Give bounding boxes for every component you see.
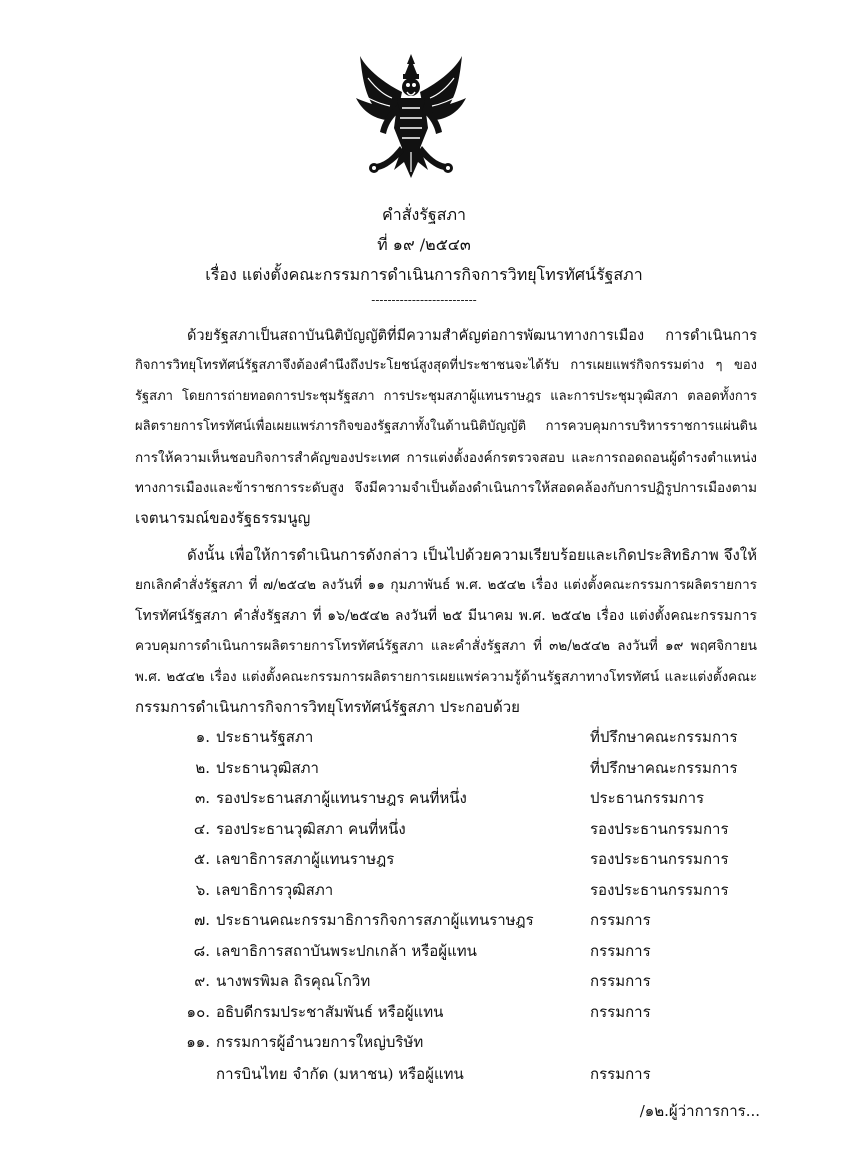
member-number: ๙. (194, 972, 210, 990)
order-title: คำสั่งรัฐสภา (382, 205, 466, 224)
member-role: กรรมการ (590, 972, 651, 990)
member-number: ๘. (193, 941, 210, 960)
member-role: กรรมการ (590, 941, 651, 960)
paragraph-line: การให้ความเห็นชอบกิจการสำคัญของประเทศ การแต่งตั้งองค์กรตรวจสอบ และการถอดถอนผู้ดำรงตำแหน่ง (135, 449, 757, 466)
member-row (0, 997, 848, 1027)
member-position: เลขาธิการวุฒิสภา (216, 880, 334, 899)
member-row (0, 783, 848, 813)
member-row (0, 1059, 848, 1089)
paragraph-line: เจตนารมณ์ของรัฐธรรมนูญ (135, 509, 311, 528)
divider-rule: -------------------------- (371, 293, 477, 307)
member-role: รองประธานกรรมการ (590, 880, 729, 899)
page-continuation: /๑๒.ผู้ว่าการการ... (639, 1102, 760, 1120)
member-position: นางพรพิมล ถิรคุณโกวิท (216, 972, 371, 990)
paragraph-line: ดังนั้น เพื่อให้การดำเนินการดังกล่าว เป็นไปด้วยความเรียบร้อยและเกิดประสิทธิภาพ จึงให้ (187, 546, 757, 564)
member-row (0, 936, 848, 966)
member-role: ที่ปรึกษาคณะกรรมการ (590, 728, 738, 746)
member-number: ๗. (193, 911, 210, 929)
paragraph-line: ด้วยรัฐสภาเป็นสถาบันนิติบัญญัติที่มีความสำคัญต่อการพัฒนาทางการเมือง การดำเนินการ (187, 328, 757, 344)
paragraph-line: ทางการเมืองและข้าราชการระดับสูง จึงมีความจำเป็นต้องดำเนินการให้สอดคล้องกับการปฏิรูปการเมืองตาม (135, 479, 757, 496)
member-number: ๒. (195, 758, 210, 777)
member-row (0, 966, 848, 996)
member-position: ประธานรัฐสภา (216, 728, 314, 746)
member-row (0, 1027, 848, 1057)
member-number: ๑. (195, 728, 210, 746)
member-role: ที่ปรึกษาคณะกรรมการ (590, 758, 738, 777)
paragraph-line: พ.ศ. ๒๕๔๒ เรื่อง แต่งตั้งคณะกรรมการผลิตรายการเผยแพร่ความรู้ด้านรัฐสภาทางโทรทัศน์ และแต่งตั้งคณะ (135, 668, 757, 685)
member-position: รองประธานสภาผู้แทนราษฎร คนที่หนึ่ง (216, 789, 467, 807)
member-position: เลขาธิการสถาบันพระปกเกล้า หรือผู้แทน (216, 941, 477, 960)
garuda-emblem-icon (352, 52, 470, 186)
member-number: ๕. (193, 850, 210, 868)
member-number: ๑๑. (186, 1033, 210, 1051)
member-position: เลขาธิการสภาผู้แทนราษฎร (216, 850, 395, 868)
member-position: อธิบดีกรมประชาสัมพันธ์ หรือผู้แทน (216, 1002, 444, 1021)
member-role: ประธานกรรมการ (590, 789, 705, 807)
member-number: ๖. (195, 880, 210, 899)
member-position: ประธานคณะกรรมาธิการกิจการสภาผู้แทนราษฎร (216, 911, 534, 929)
member-row (0, 753, 848, 783)
member-position: ประธานวุฒิสภา (216, 758, 319, 777)
paragraph-order (135, 540, 757, 722)
paragraph-line: โทรทัศน์รัฐสภา คำสั่งรัฐสภา ที่ ๑๖/๒๕๔๒ ลงวันที่ ๒๕ มีนาคม พ.ศ. ๒๕๔๒ เรื่อง แต่งตั้งคณะกรรมการ (135, 607, 757, 624)
paragraph-rationale (135, 321, 757, 534)
member-row (0, 814, 848, 844)
paragraph-line: กิจการวิทยุโทรทัศน์รัฐสภาจึงต้องคำนึงถึงประโยชน์สูงสุดที่ประชาชนจะได้รับ การเผยแพร่กิจกรรมต่าง ๆ ของ (135, 358, 757, 374)
member-position: การบินไทย จำกัด (มหาชน) หรือผู้แทน (216, 1065, 464, 1083)
member-row (0, 722, 848, 752)
member-number: ๔. (193, 819, 210, 838)
member-position: กรรมการผู้อำนวยการใหญ่บริษัท (216, 1033, 424, 1051)
member-number: ๓. (194, 789, 210, 807)
member-number: ๑๐. (186, 1002, 210, 1021)
paragraph-line: ควบคุมการดำเนินการผลิตรายการโทรทัศน์รัฐสภา และคำสั่งรัฐสภา ที่ ๓๒/๒๕๔๒ ลงวันที่ ๑๙ พฤศจิกายน (135, 638, 757, 655)
member-row (0, 844, 848, 874)
paragraph-line: ยกเลิกคำสั่งรัฐสภา ที่ ๗/๒๕๔๒ ลงวันที่ ๑๑ กุมภาพันธ์ พ.ศ. ๒๕๔๒ เรื่อง แต่งตั้งคณะกรรมการผลิตรายการ (135, 577, 757, 594)
member-row (0, 905, 848, 935)
member-role: กรรมการ (590, 911, 651, 929)
member-role: รองประธานกรรมการ (590, 819, 729, 838)
paragraph-line: กรรมการดำเนินการกิจการวิทยุโทรทัศน์รัฐสภา ประกอบด้วย (135, 697, 520, 716)
paragraph-line: ผลิตรายการโทรทัศน์เพื่อเผยแพร่ภารกิจของรัฐสภาทั้งในด้านนิติบัญญัติ การควบคุมการบริหารราชการแผ่นดิน (135, 419, 757, 435)
member-role: กรรมการ (590, 1002, 651, 1021)
member-role: รองประธานกรรมการ (590, 850, 729, 868)
order-number: ที่ ๑๙ /๒๕๔๓ (377, 235, 471, 254)
paragraph-line: รัฐสภา โดยการถ่ายทอดการประชุมรัฐสภา การประชุมสภาผู้แทนราษฎร และการประชุมวุฒิสภา ตลอดทั้งการ (135, 388, 757, 404)
member-row (0, 875, 848, 905)
order-subject: เรื่อง แต่งตั้งคณะกรรมการดำเนินการกิจการวิทยุโทรทัศน์รัฐสภา (205, 265, 643, 284)
member-position: รองประธานวุฒิสภา คนที่หนึ่ง (216, 819, 406, 838)
member-role: กรรมการ (590, 1065, 651, 1083)
